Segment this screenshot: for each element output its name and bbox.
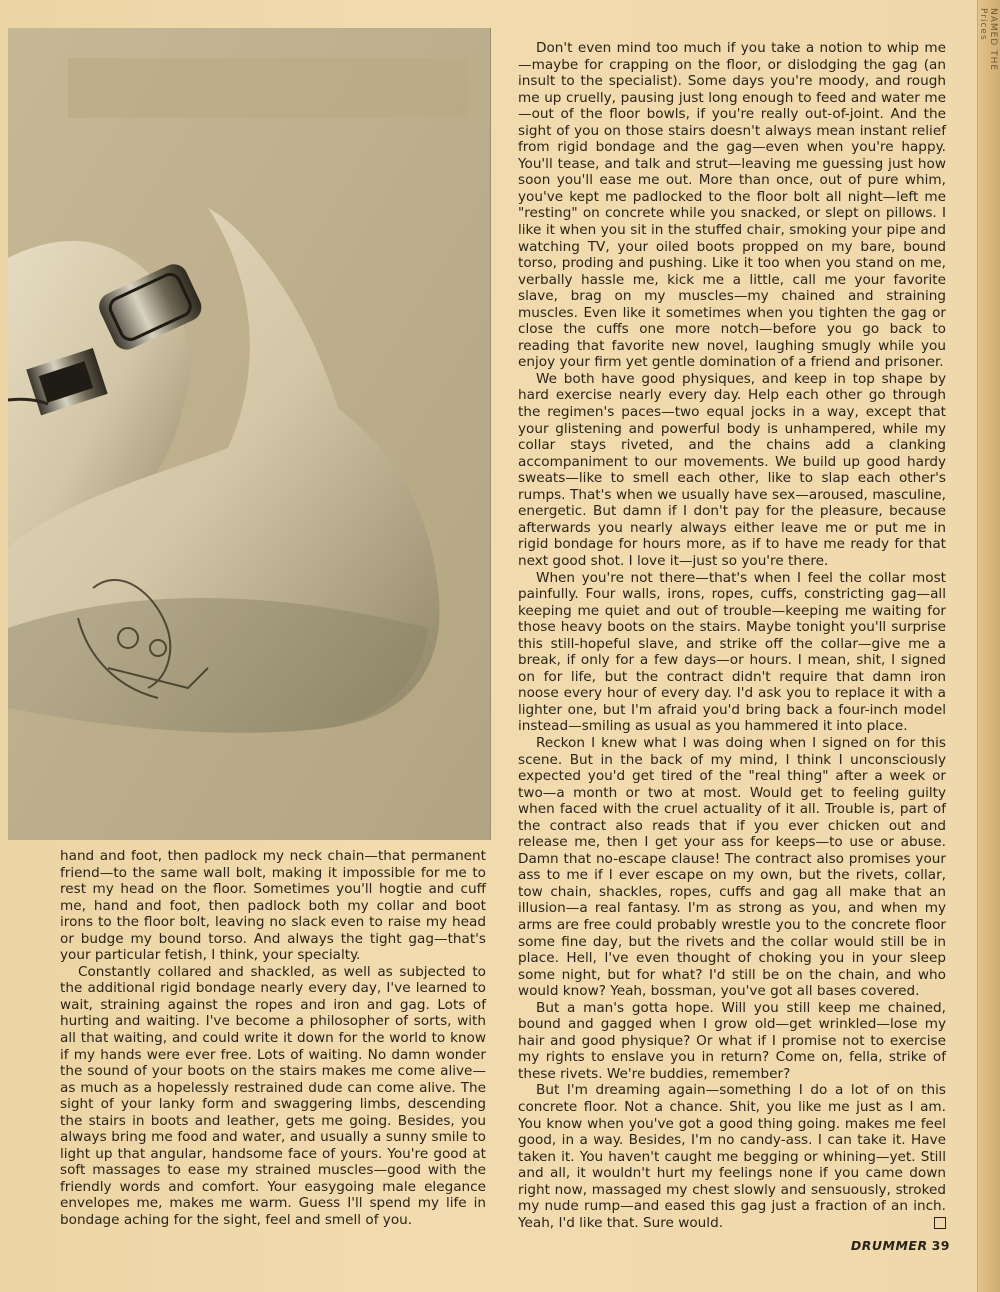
page-edge bbox=[977, 0, 1000, 1292]
folio bbox=[820, 1238, 950, 1253]
page-number: 39 bbox=[931, 1238, 950, 1253]
paragraph: We both have good physiques, and keep in top shape by hard exercise nearly every day. Help each other go through the regimen's paces—two equal jocks in a way, except that your glistening and powerful body is unhampered, while my collar stays riveted, and the chains add a clanking accompaniment to our movements. We build up good hardy sweats—like to smell each other, like to slap each other's rumps. That's when we usually have sex—aroused, masculine, energetic. But damn if I don't pay for the pleasure, because afterwards you nearly always either leave me or put me in rigid bondage for hours more, as if to have me ready for that next good shot. I love it—just so you're there. bbox=[518, 370, 946, 569]
paragraph: Don't even mind too much if you take a notion to whip me—maybe for crapping on the floor, or dislodging the gag (an insult to the specialist). Some days you're moody, and rough me up cruelly, pausing just long enough to feed and water me—out of the floor bowls, if you're really out-of-joint. And the sight of you on those stairs doesn't always mean instant relief from rigid bondage and the gag—even when you're happy. You'll tease, and talk and strut—leaving me guessing just how soon you'll ease me out. More than once, out of pure whim, you've kept me padlocked to the floor bolt all night—left me "resting" on concrete while you snacked, or slept on pillows. I like it when you sit in the stuffed chair, smoking your pipe and watching TV, your oiled boots propped on my bare, bound torso, proding and pushing. Like it too when you stand on me, verbally hassle me, kick me a little, call me your favorite slave, brag on my muscles—my chained and straining muscles. Even like it sometimes when you tighten the gag or close the cuffs one more notch—before you go back to reading that favorite new novel, laughing smugly while you enjoy your firm yet gentle domination of a friend and prisoner. bbox=[518, 40, 946, 371]
end-of-article-square-icon bbox=[934, 1217, 946, 1229]
photo bbox=[8, 28, 491, 840]
paragraph: When you're not there—that's when I feel the collar most painfully. Four walls, irons, ropes, cuffs, constricting gag—all keeping me quiet and out of trouble—keeping me waiting for those heavy boots on the stairs. Maybe tonight you'll surprise this still-hopeful slave, and strike off the collar—give me a break, if only for a few days—or hours. I mean, shit, I signed on for life, but the contract didn't require that damn iron noose every hour of every day. I'd ask you to replace it with a lighter one, but I'm afraid you'd bring back a four-inch model instead—smiling as usual as you hammered it into place. bbox=[518, 569, 946, 735]
cuffed-arm-photo-icon bbox=[8, 28, 490, 840]
left-column bbox=[60, 848, 486, 1229]
paragraph: But a man's gotta hope. Will you still keep me chained, bound and gagged when I grow old—get wrinkled—lose my hair and good physique? Or what if I promise not to exercise my rights to enslave you in return? Come on, fella, strike of these rivets. We're buddies, remember? bbox=[518, 999, 946, 1082]
magazine-name: DRUMMER bbox=[850, 1238, 928, 1253]
paragraph: Constantly collared and shackled, as well as subjected to the additional rigid bondage nearly every day, I've learned to wait, straining against the ropes and iron and gag. Lots of hurting and waiting. I've become a philosopher of sorts, with all that waiting, and could write it down for the world to know if my hands were ever free. Lots of waiting. No damn wonder the sound of your boots on the stairs makes me come alive—as much as a hopelessly restrained dude can come alive. The sight of your lanky form and swaggering limbs, descending the stairs in boots and leather, gets me going. Besides, you always bring me food and water, and usually a sunny smile to light up that angular, handsome face of yours. You're good at soft massages to ease my strained muscles—good with the friendly words and comfort. Your easygoing male elegance envelopes me, makes me warm. Guess I'll spend my life in bondage aching for the sight, feel and smell of you. bbox=[60, 963, 486, 1229]
paragraph-text: But I'm dreaming again—something I do a lot of on this concrete floor. Not a chance. Shit, you like me just as I am. You know when you've got a good thing going. makes me feel good, in a way. Besides, I'm no candy-ass. I can take it. Have taken it. You haven't caught me begging or whining—yet. Still and all, it wouldn't hurt my feelings none if you came down right now, massaged my chest slowly and sensuously, stroked my nude rump—and eased this gag just a fraction of an inch. Yeah, I'd like that. Sure would. bbox=[518, 1082, 946, 1231]
right-column bbox=[518, 40, 946, 1231]
paragraph: Reckon I knew what I was doing when I signed on for this scene. But in the back of my mind, I think I unconsciously expected you'd get tired of the "real thing" after a week or two—a month or two at most. Would get to feeling guilty when faced with the cruel actuality of it all. Trouble is, part of the contract also reads that if you ever chicken out and release me, then I get your ass for keeps—to use or abuse. Damn that no-escape clause! The contract also promises your ass to me if I ever escape on my own, but the rivets, collar, tow chain, shackles, ropes, cuffs and gag all make that an illusion—a real fantasy. I'm as strong as you, and when my arms are free could probably wrestle you to the concrete floor some fine day, but the rivets and the collar would still be in place. Hell, I've even thought of choking you in your sleep some night, but for what? I'd still be on the chain, and who would know? Yeah, bossman, you've got all bases covered. bbox=[518, 734, 946, 1000]
paragraph-last bbox=[518, 1082, 946, 1231]
spine-text: NAMED THE Prices bbox=[978, 8, 998, 72]
paragraph: hand and foot, then padlock my neck chain—that permanent friend—to the same wall bolt, making it impossible for me to rest my head on the floor. Sometimes you'll hogtie and cuff me, hand and foot, then padlock both my collar and boot irons to the floor bolt, leaving no slack even to raise my head or budge my bound torso. And always the tight gag—that's your particular fetish, I think, your specialty. bbox=[60, 848, 486, 964]
